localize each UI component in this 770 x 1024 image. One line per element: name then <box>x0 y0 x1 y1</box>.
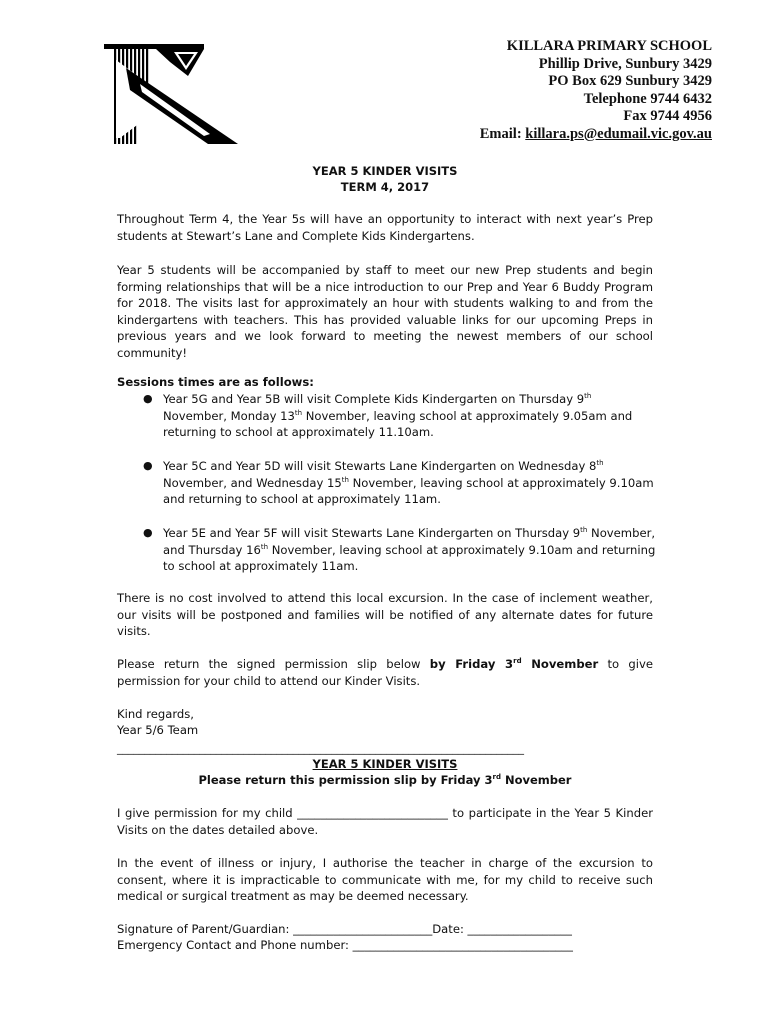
intro-paragraph: Throughout Term 4, the Year 5s will have an opportunity to interact with next year’s Prep students at Stewart’s Lane and Complete Kids Kindergartens. <box>117 212 653 243</box>
email-link[interactable]: killara.ps@edumail.vic.gov.au <box>525 125 712 142</box>
emergency-contact-field[interactable]: Emergency Contact and Phone number: ______________________________________ <box>117 938 573 952</box>
medical-consent: In the event of illness or injury, I authorise the teacher in charge of the excursion to consent, where it is impracticable to communicate with me, for my child to receive such medical or surgical treatment as may be deemed necessary. <box>117 856 653 903</box>
slip-subtitle: Please return this permission slip by Friday 3rd November <box>198 773 572 787</box>
school-po-box: PO Box 629 Sunbury 3429 <box>548 73 712 89</box>
school-name: KILLARA PRIMARY SCHOOL <box>506 38 712 54</box>
school-logo <box>100 40 240 150</box>
return-paragraph: Please return the signed permission slip below by Friday 3rd November to give permission for your child to attend our Kinder Visits. <box>117 657 653 688</box>
email-label: Email: <box>479 125 526 142</box>
permission-statement: I give permission for my child __________________________ to participate in the Year 5 Kinder Visits on the dates detailed above. <box>117 806 653 837</box>
tear-off-separator: __________________________________________________________________________ <box>117 742 524 755</box>
school-fax: Fax 9744 4956 <box>623 108 712 124</box>
bullet-icon: ● <box>143 392 153 405</box>
letter-title: YEAR 5 KINDER VISITS <box>312 164 458 178</box>
kind-regards: Kind regards, <box>117 707 194 721</box>
letterhead <box>480 38 712 143</box>
bullet-icon: ● <box>143 526 153 539</box>
session-item: ● Year 5E and Year 5F will visit Stewarts Lane Kindergarten on Thursday 9th November, and Thursday 16th November, leaving school at approximately 9.10am and returning to school at approximately 11am. <box>143 526 656 573</box>
slip-title: YEAR 5 KINDER VISITS <box>312 757 458 771</box>
cost-paragraph: There is no cost involved to attend this local excursion. In the case of inclement weather, our visits will be postponed and families will be notified of any alternate dates for future visits. <box>117 591 653 638</box>
signature-field[interactable]: Signature of Parent/Guardian: ________________________Date: __________________ <box>117 922 572 936</box>
bullet-icon: ● <box>143 459 153 472</box>
school-email-line <box>480 126 712 144</box>
details-paragraph: Year 5 students will be accompanied by staff to meet our new Prep students and begin forming relationships that will be a nice introduction to our Prep and Year 6 Buddy Program for 2018. The visits last for approximately an hour with students walking to and from the kindergartens with teachers. This has provided valuable links for our upcoming Preps in previous years and we look forward to meeting the newest members of our school community! <box>117 263 653 360</box>
session-item: ● Year 5G and Year 5B will visit Complete Kids Kindergarten on Thursday 9th November, Monday 13th November, leaving school at approximately 9.05am and returning to school at approximately 11.10am. <box>143 392 633 439</box>
session-item: ● Year 5C and Year 5D will visit Stewarts Lane Kindergarten on Wednesday 8th November, and Wednesday 15th November, leaving school at approximately 9.10am and returning to school at approximately 11am. <box>143 459 654 506</box>
sessions-heading: Sessions times are as follows: <box>117 375 314 389</box>
letter-term: TERM 4, 2017 <box>340 180 430 194</box>
school-address: Phillip Drive, Sunbury 3429 <box>538 55 712 72</box>
school-telephone: Telephone 9744 6432 <box>583 90 712 107</box>
team-signoff: Year 5/6 Team <box>117 723 199 737</box>
